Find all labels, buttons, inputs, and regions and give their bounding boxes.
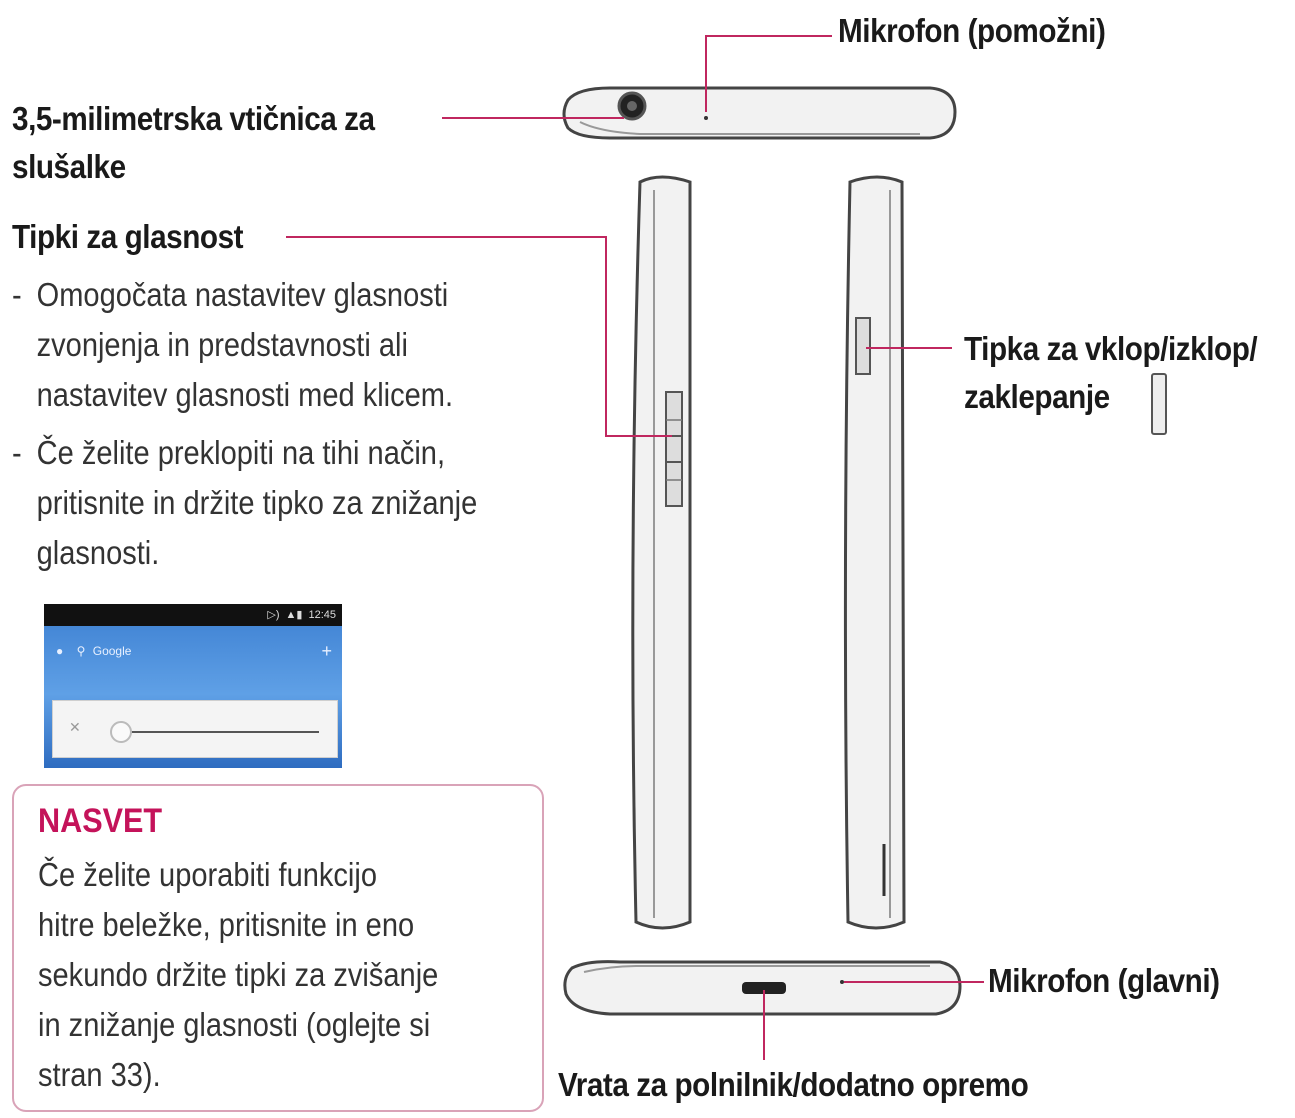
volume-slider-track [119,731,319,733]
label-mic-secondary: Mikrofon (pomožni) [838,12,1106,49]
mic-main-hole-icon [840,980,844,984]
volume-screenshot [44,604,342,768]
tip-line-2: hitre beležke, pritisnite in eno [38,906,415,943]
volume-slider-thumb [110,721,132,743]
mic-icon: ● [56,644,64,658]
volume-panel [52,700,338,758]
search-text: Google [92,644,132,658]
tip-line-5: stran 33). [38,1056,161,1093]
volume-bullet-2-line-2: pritisnite in držite tipko za znižanje [36,484,478,521]
volume-bullet-2-line-3: glasnosti. [36,534,160,571]
power-key-icon [856,318,870,374]
volume-keys-icon [666,392,682,506]
label-headset-jack-line2: slušalke [12,148,126,185]
search-icon: ⚲ [76,644,86,658]
mic-secondary-hole-icon [704,116,708,120]
label-volume-keys: Tipki za glasnost [12,218,244,255]
phone-top-view [564,88,955,138]
label-power-key-line1: Tipka za vklop/izklop/ [964,330,1258,367]
tip-line-3: sekundo držite tipki za zvišanje [38,956,439,993]
phone-bottom-view [565,962,960,1014]
screenshot-search-bar [44,634,342,668]
volume-bullet-1: - Omogočata nastavitev glasnosti zvonjenja in predstavnosti ali nastavitev glasnosti med klicem. [12,270,477,420]
volume-bullet-2-line-1: Če želite preklopiti na tihi način, [36,434,446,471]
tip-box [12,784,544,1112]
tip-title: NASVET [38,802,163,840]
volume-bullet-1-line-1: Omogočata nastavitev glasnosti [36,276,449,313]
label-charger-port: Vrata za polnilnik/dodatno opremo [558,1066,1029,1103]
volume-bullets [12,270,477,578]
phone-right-side-view [845,177,904,928]
screenshot-status-bar [44,604,342,626]
mute-icon: ✕ [69,719,81,735]
plus-icon: + [321,641,332,661]
volume-bullet-1-line-2: zvonjenja in predstavnosti ali [36,326,408,363]
phone-left-side-view [633,177,690,928]
speaker-icon: ▷) [267,609,280,621]
power-key-small-icon [1152,374,1166,434]
tip-line-4: in znižanje glasnosti (oglejte si [38,1006,431,1043]
signal-icon: ▲▮ [285,609,303,621]
volume-bullet-1-line-3: nastavitev glasnosti med klicem. [36,376,454,413]
tip-line-1: Če želite uporabiti funkcijo [38,856,377,893]
status-time: 12:45 [308,609,336,621]
label-headset-jack-line1: 3,5-milimetrska vtičnica za [12,100,375,137]
label-power-key-line2: zaklepanje [964,378,1110,415]
label-mic-main: Mikrofon (glavni) [988,962,1220,999]
tip-text [38,850,438,1100]
volume-bullet-2: - Če želite preklopiti na tihi način, pritisnite in držite tipko za znižanje glasnosti. [12,428,477,578]
